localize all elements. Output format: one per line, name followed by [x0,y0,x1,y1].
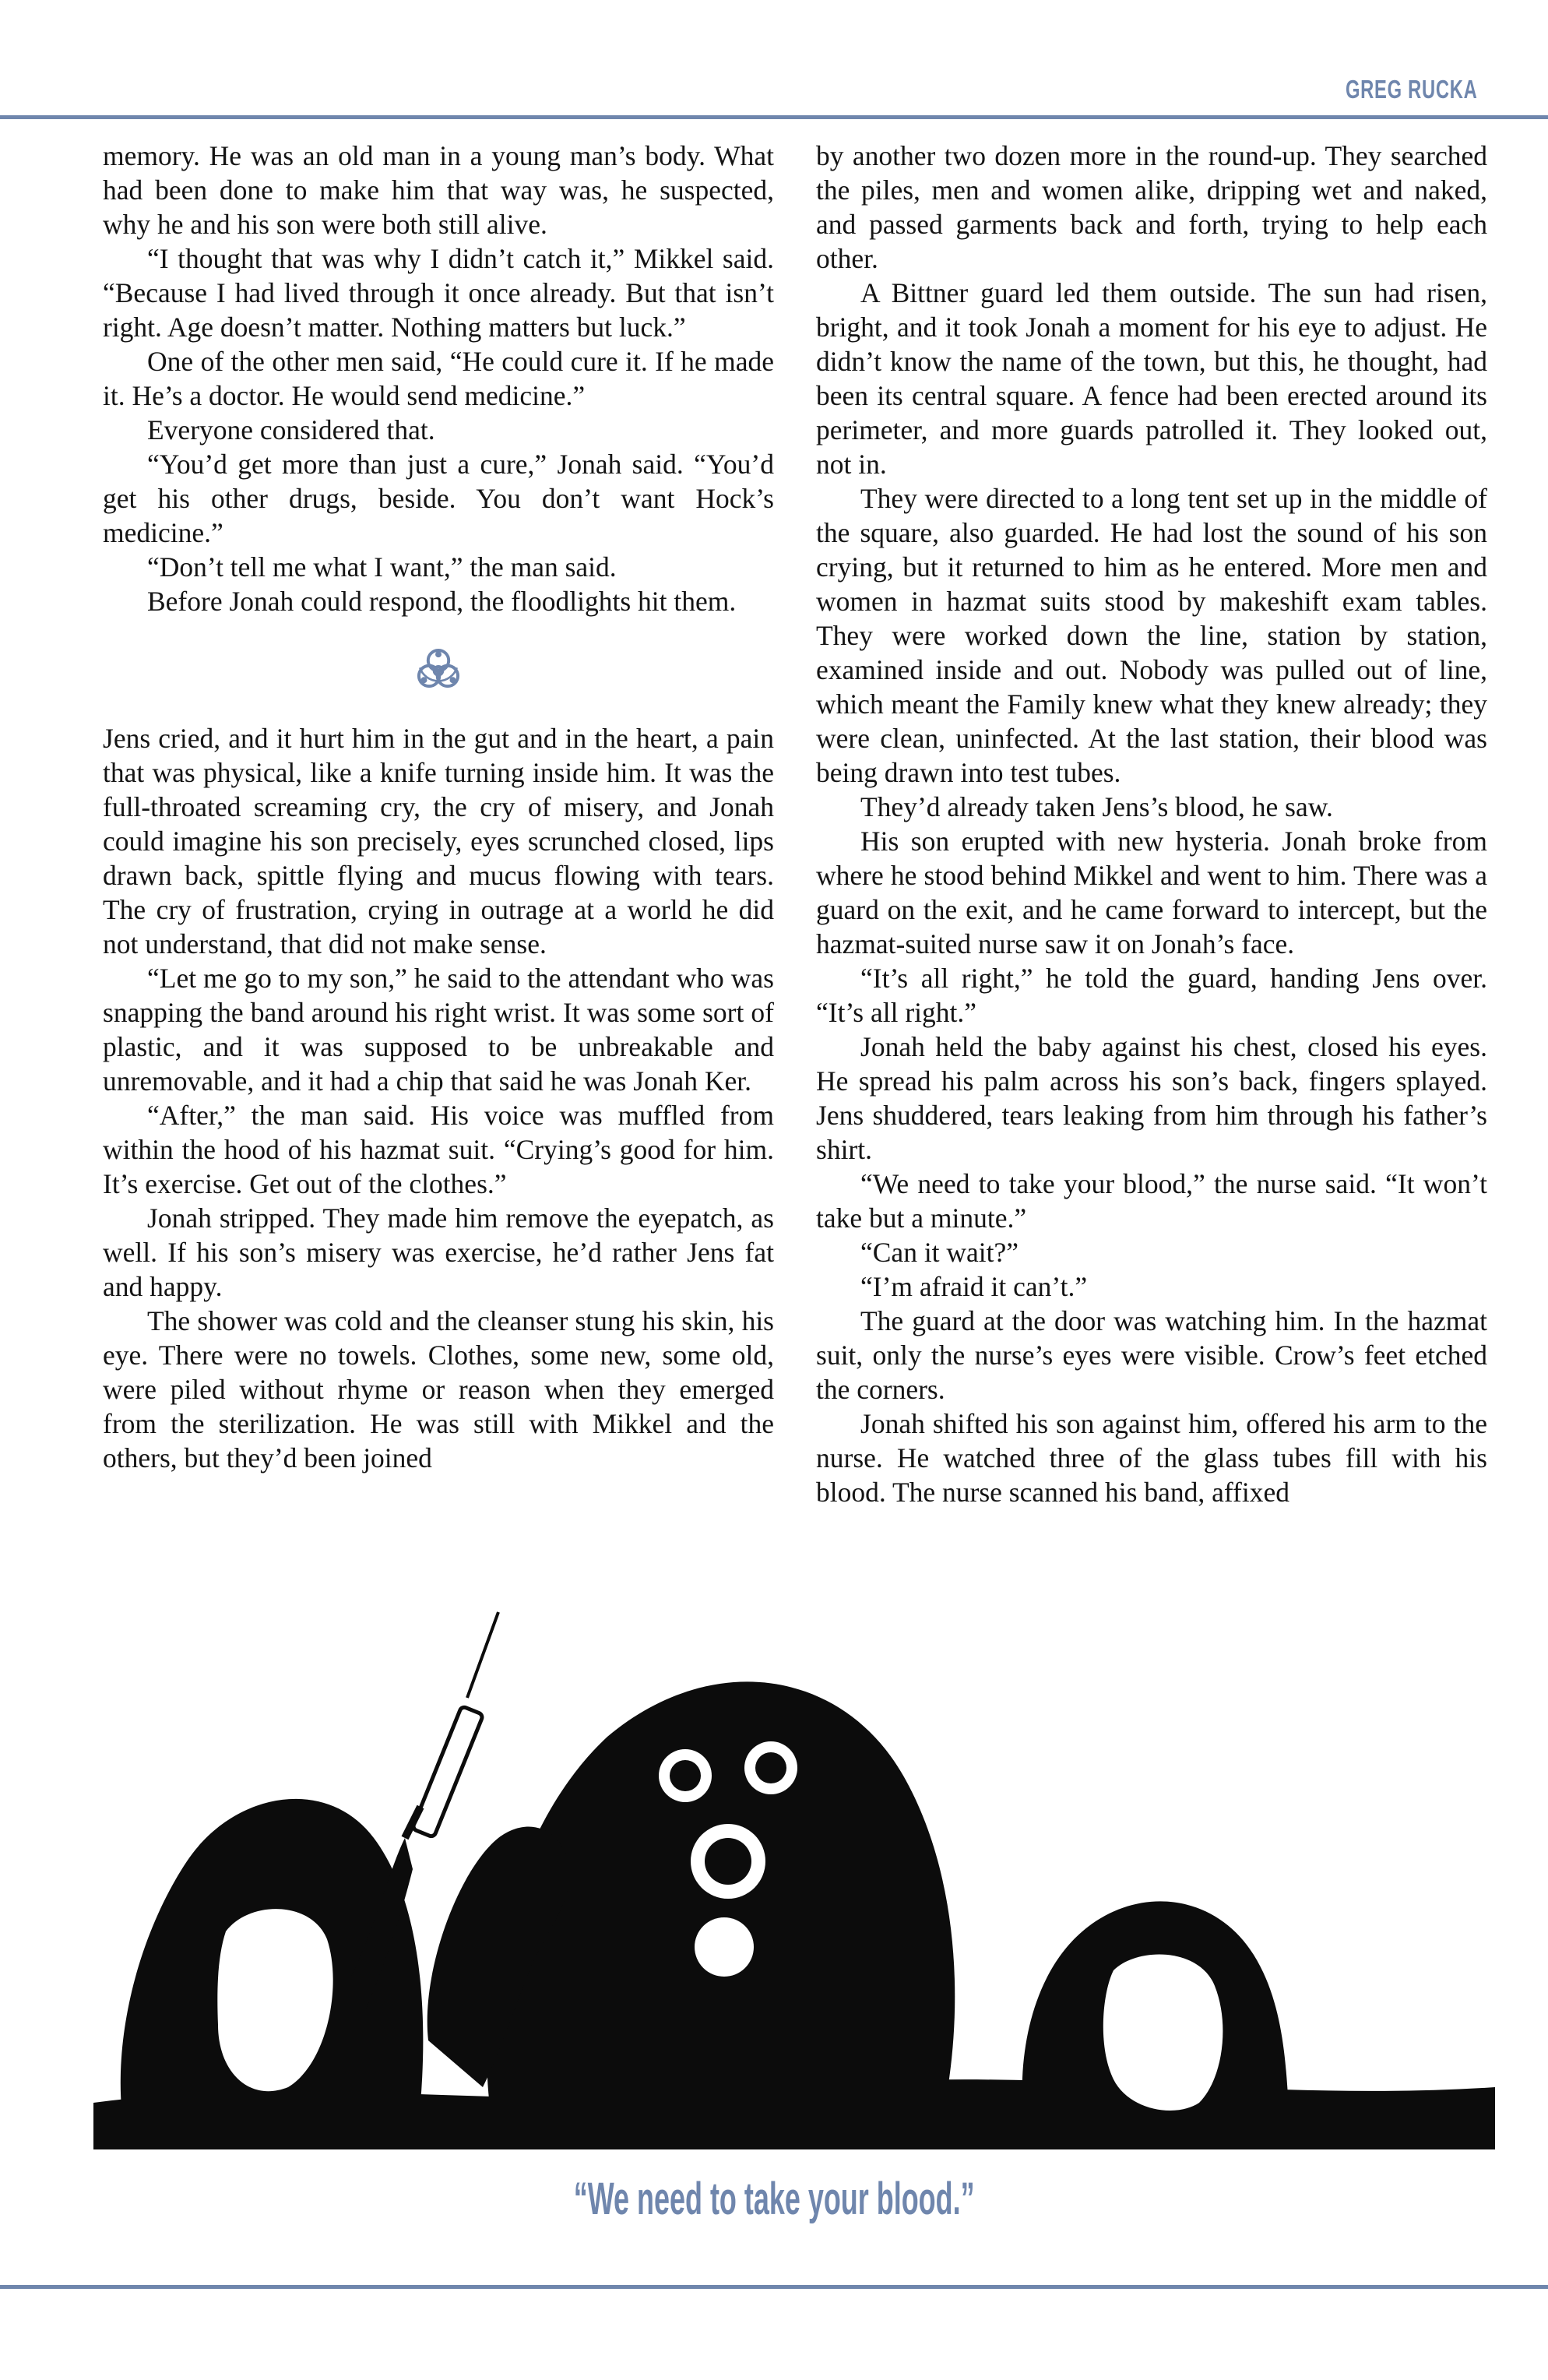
right-column-paragraph: “We need to take your blood,” the nurse said. “It won’t take but a minute.” [816,1168,1487,1234]
left-column-paragraph: “Don’t tell me what I want,” the man said. [147,551,617,583]
left-column-paragraph: “I thought that was why I didn’t catch it,” Mikkel said. “Because I had lived through it once already. But that isn’t right. Age doesn’t matter. Nothing matters but luck.” [103,243,774,343]
left-column-before-break [103,139,774,618]
right-column-paragraph: The guard at the door was watching him. In the hazmat suit, only the nurse’s eyes were visible. Crow’s feet etched the corners. [816,1305,1487,1405]
pull-quote-text: “We need to take your blood.” [573,2174,975,2224]
right-column-paragraph: “Can it wait?” [860,1237,1019,1268]
header-rule [0,115,1548,119]
footer-rule [0,2285,1548,2289]
right-column-paragraph: They were directed to a long tent set up in the middle of the square, also guarded. He had lost the sound of his son crying, but it returned to him as he entered. More men and women in hazmat suits stood by makeshift exam tables. They were worked down the line, station by station, examined inside and out. Nobody was pulled out of line, which meant the Family knew what they knew already; they were clean, uninfected. At the last station, their blood was being drawn into test tubes. [816,483,1487,788]
left-column-paragraph: “After,” the man said. His voice was muffled from within the hood of his hazmat suit. “Crying’s good for him. It’s exercise. Get out of the clothes.” [103,1100,774,1199]
right-column-paragraph: Jonah shifted his son against him, offered his arm to the nurse. He watched three of the glass tubes fill with his blood. The nurse scanned his band, affixed [816,1408,1487,1508]
left-column [103,139,774,1475]
biohazard-icon [413,644,464,695]
left-column-paragraph: Before Jonah could respond, the floodlights hit them. [147,586,737,617]
right-column-paragraph: by another two dozen more in the round-up. They searched the piles, men and women alike, dripping wet and naked, and passed garments back and forth, trying to help each other. [816,140,1487,274]
right-column-paragraph: “I’m afraid it can’t.” [860,1271,1088,1302]
right-column-paragraph: Jonah held the baby against his chest, closed his eyes. He spread his palm across his son’s back, fingers splayed. Jens shuddered, tears leaking from him through his father’s shirt. [816,1031,1487,1165]
right-column-paragraph: His son erupted with new hysteria. Jonah broke from where he stood behind Mikkel and went to him. There was a guard on the exit, and he came forward to intercept, but the hazmat-suited nurse saw it on Jonah’s face. [816,826,1487,959]
left-column-paragraph: Jens cried, and it hurt him in the gut and in the heart, a pain that was physical, like a knife turning inside him. It was the full-throated screaming cry, the cry of misery, and Jonah could imagine his son precisely, eyes scrunched closed, lips drawn back, spittle flying and mucus flowing with tears. The cry of frustration, crying in outrage at a world he did not understand, that did not make sense. [103,723,774,959]
left-column-paragraph: Everyone considered that. [147,414,435,445]
right-column [816,139,1487,1509]
left-column-paragraph: memory. He was an old man in a young man’s body. What had been done to make him that way was, he suspected, why he and his son were both still alive. [103,140,774,240]
right-column-text [816,139,1487,1509]
pull-quote-caption [0,2173,1548,2225]
left-column-paragraph: Jonah stripped. They made him remove the eyepatch, as well. If his son’s misery was exercise, he’d rather Jens fat and happy. [103,1202,774,1302]
left-column-paragraph: The shower was cold and the cleanser stung his skin, his eye. There were no towels. Clothes, some new, some old, were piled without rhyme or reason when they emerged from the sterilization. He was still with Mikkel and the others, but they’d been joined [103,1305,774,1473]
left-column-paragraph: “You’d get more than just a cure,” Jonah said. “You’d get his other drugs, beside. You don’t want Hock’s medicine.” [103,449,774,548]
left-column-after-break [103,721,774,1475]
right-column-paragraph: A Bittner guard led them outside. The sun had risen, bright, and it took Jonah a moment for his eye to adjust. He didn’t know the name of the town, but this, he thought, had been its central square. A fence had been erected around its perimeter, and more guards patrolled it. They looked out, not in. [816,277,1487,480]
left-column-paragraph: “Let me go to my son,” he said to the attendant who was snapping the band around his right wrist. It was some sort of plastic, and it was supposed to be unbreakable and unremovable, and it had a chip that said he was Jonah Ker. [103,963,774,1097]
right-column-paragraph: “It’s all right,” he told the guard, handing Jens over. “It’s all right.” [816,963,1487,1028]
hazmat-figures-illustration [93,1604,1495,2165]
section-break [103,618,774,721]
left-column-paragraph: One of the other men said, “He could cure it. If he made it. He’s a doctor. He would send medicine.” [103,346,774,411]
right-column-paragraph: They’d already taken Jens’s blood, he saw. [860,791,1333,822]
running-header-author: GREG RUCKA [1346,75,1478,104]
